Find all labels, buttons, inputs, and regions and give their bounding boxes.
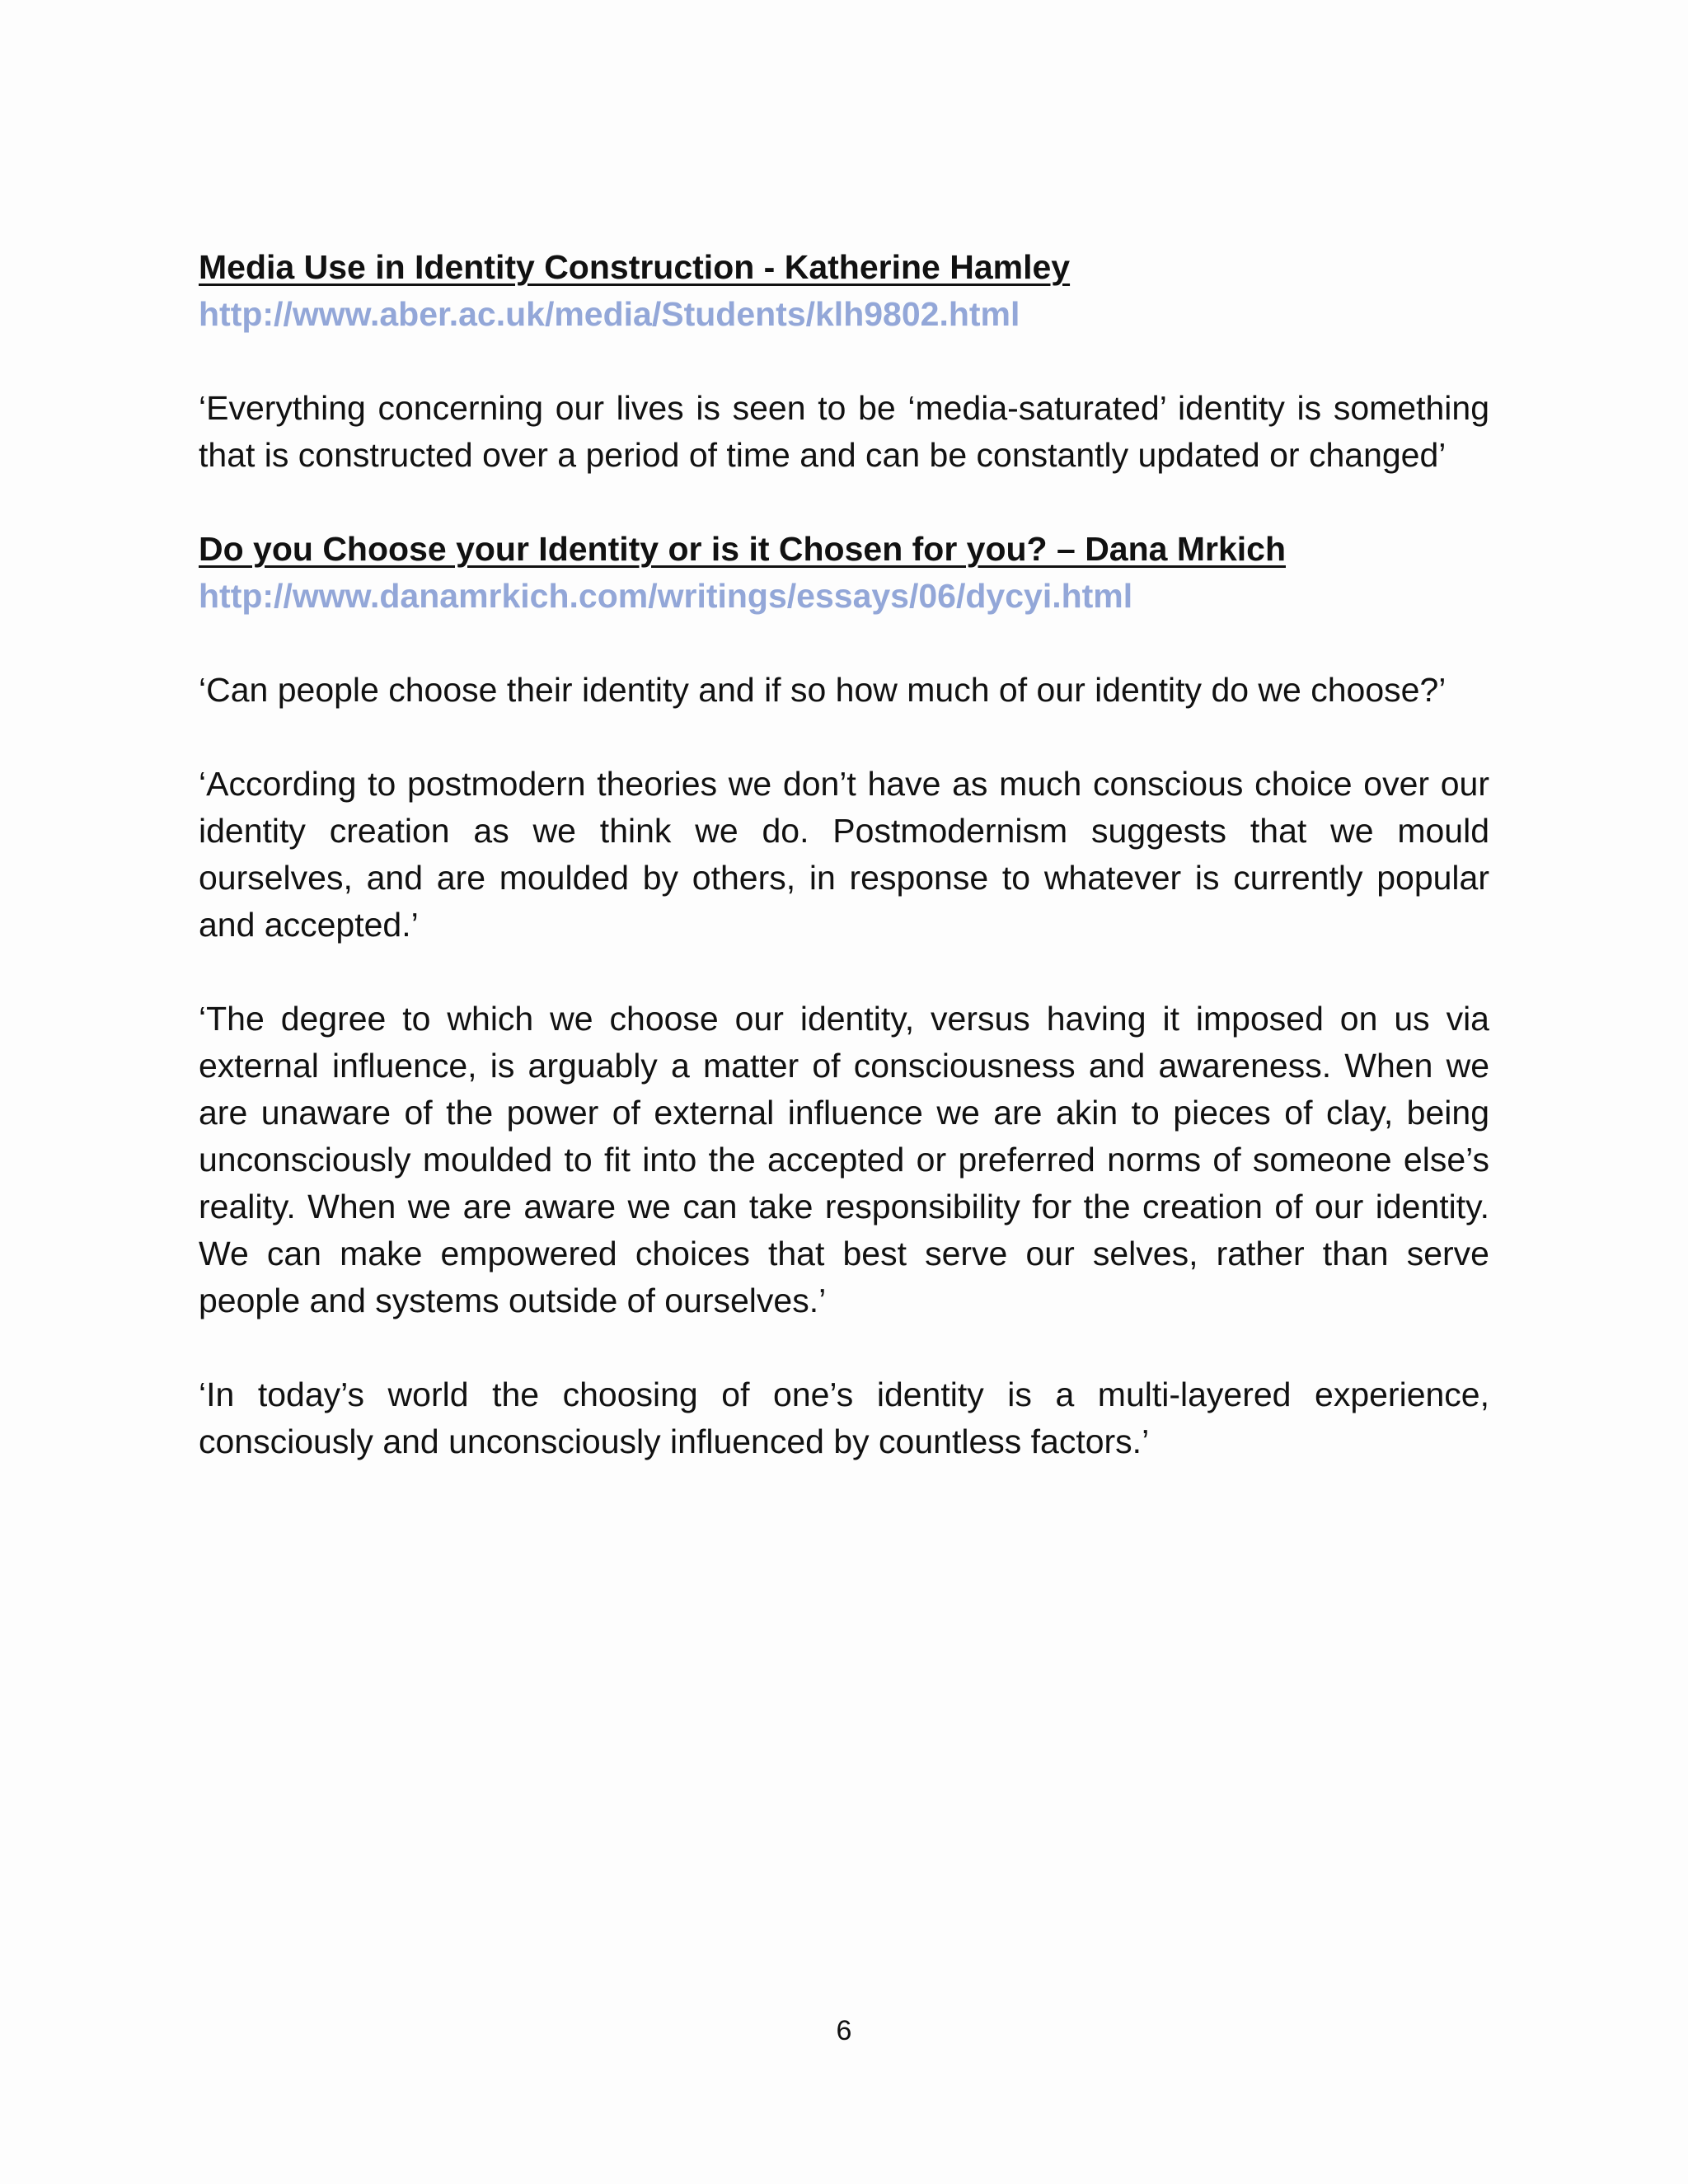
quote-paragraph: ‘The degree to which we choose our identity, versus having it imposed on us via external influence, is arguably a matter of consciousness and awareness. When we are unaware of the power of external influence we are akin to pieces of clay, being unconsciously moulded to fit into the accepted or preferred norms of someone else’s reality. When we are aware we can take responsibility for the creation of our identity. We can make empowered choices that best serve our selves, rather than serve people and systems outside of ourselves.’	[199, 1000, 1489, 1319]
quote-paragraph: ‘Everything concerning our lives is seen to be ‘media-saturated’ identity is something that is constructed over a period of time and can be constantly updated or changed’	[199, 389, 1489, 474]
source-section-hamley	[199, 244, 1489, 479]
section-title: Do you Choose your Identity or is it Chosen for you? – Dana Mrkich	[199, 530, 1286, 568]
page-number: 6	[836, 2015, 852, 2046]
section-title: Media Use in Identity Construction - Katherine Hamley	[199, 248, 1071, 286]
source-section-mrkich	[199, 526, 1489, 1465]
quote-paragraph: ‘In today’s world the choosing of one’s identity is a multi-layered experience, consciously and unconsciously influenced by countless factors.’	[199, 1376, 1489, 1460]
document-page	[199, 244, 1489, 1512]
source-link[interactable]: http://www.aber.ac.uk/media/Students/klh9802.html	[199, 295, 1020, 333]
source-link[interactable]: http://www.danamrkich.com/writings/essays/06/dycyi.html	[199, 577, 1133, 615]
quote-paragraph: ‘According to postmodern theories we don’t have as much conscious choice over our identity creation as we think we do. Postmodernism suggests that we mould ourselves, and are moulded by others, in response to whatever is currently popular and accepted.’	[199, 765, 1489, 944]
quote-paragraph: ‘Can people choose their identity and if so how much of our identity do we choose?’	[199, 671, 1447, 709]
